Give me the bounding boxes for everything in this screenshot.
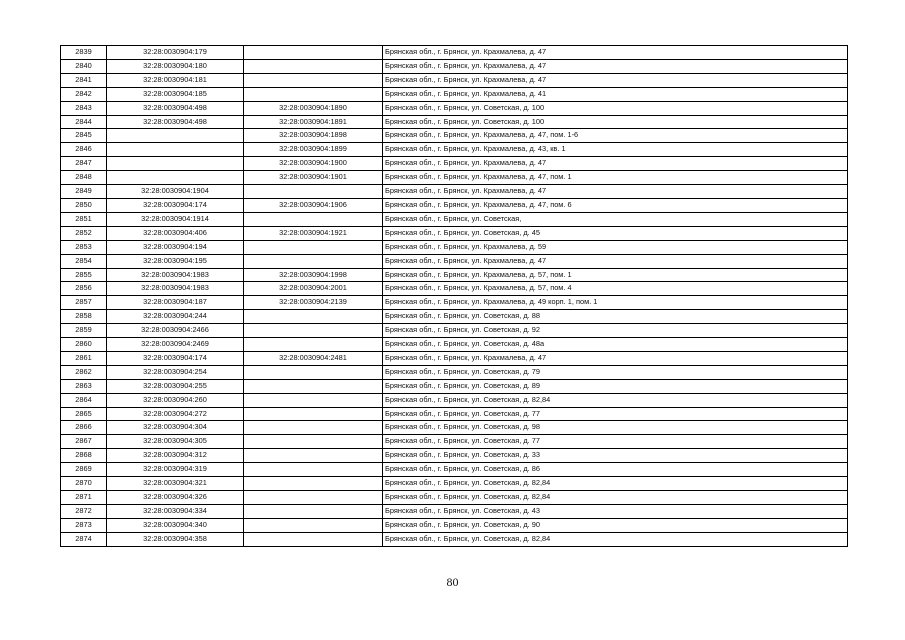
table-row	[61, 449, 848, 463]
row-number-cell: 2868	[61, 449, 107, 463]
row-number-cell: 2870	[61, 477, 107, 491]
address-cell: Брянская обл., г. Брянск, ул. Советская, д. 82,84	[383, 393, 848, 407]
address-cell: Брянская обл., г. Брянск, ул. Крахмалева, д. 47, пом. 1	[383, 171, 848, 185]
cadastral-number-cell: 32:28:0030904:255	[107, 379, 244, 393]
building-cadastral-number-cell	[244, 379, 383, 393]
building-cadastral-number-cell	[244, 185, 383, 199]
cadastral-number-cell	[107, 143, 244, 157]
table-row	[61, 379, 848, 393]
address-cell: Брянская обл., г. Брянск, ул. Крахмалева, д. 59	[383, 240, 848, 254]
building-cadastral-number-cell	[244, 463, 383, 477]
table-row	[61, 157, 848, 171]
address-cell: Брянская обл., г. Брянск, ул. Советская, д. 77	[383, 435, 848, 449]
building-cadastral-number-cell	[244, 212, 383, 226]
cadastral-number-cell	[107, 157, 244, 171]
cadastral-number-cell	[107, 129, 244, 143]
building-cadastral-number-cell: 32:28:0030904:2139	[244, 296, 383, 310]
address-cell: Брянская обл., г. Брянск, ул. Советская, д. 92	[383, 324, 848, 338]
table-row	[61, 421, 848, 435]
table-row	[61, 407, 848, 421]
row-number-cell: 2867	[61, 435, 107, 449]
building-cadastral-number-cell	[244, 491, 383, 505]
cadastral-number-cell: 32:28:0030904:312	[107, 449, 244, 463]
row-number-cell: 2847	[61, 157, 107, 171]
row-number-cell: 2845	[61, 129, 107, 143]
building-cadastral-number-cell	[244, 324, 383, 338]
cadastral-number-cell: 32:28:0030904:195	[107, 254, 244, 268]
address-cell: Брянская обл., г. Брянск, ул. Крахмалева, д. 47	[383, 254, 848, 268]
table-row	[61, 101, 848, 115]
address-cell: Брянская обл., г. Брянск, ул. Советская, д. 89	[383, 379, 848, 393]
table-row	[61, 365, 848, 379]
cadastral-number-cell: 32:28:0030904:406	[107, 226, 244, 240]
cadastral-number-cell: 32:28:0030904:305	[107, 435, 244, 449]
table-body	[61, 46, 848, 547]
building-cadastral-number-cell: 32:28:0030904:1998	[244, 268, 383, 282]
cadastral-number-cell: 32:28:0030904:185	[107, 87, 244, 101]
address-cell: Брянская обл., г. Брянск, ул. Советская, д. 98	[383, 421, 848, 435]
table-row	[61, 226, 848, 240]
building-cadastral-number-cell	[244, 477, 383, 491]
building-cadastral-number-cell	[244, 87, 383, 101]
row-number-cell: 2858	[61, 310, 107, 324]
table-row	[61, 351, 848, 365]
table-row	[61, 185, 848, 199]
cadastral-number-cell: 32:28:0030904:244	[107, 310, 244, 324]
building-cadastral-number-cell: 32:28:0030904:1898	[244, 129, 383, 143]
table-row	[61, 240, 848, 254]
cadastral-number-cell: 32:28:0030904:180	[107, 59, 244, 73]
building-cadastral-number-cell	[244, 338, 383, 352]
building-cadastral-number-cell	[244, 59, 383, 73]
building-cadastral-number-cell	[244, 449, 383, 463]
cadastral-number-cell: 32:28:0030904:254	[107, 365, 244, 379]
row-number-cell: 2841	[61, 73, 107, 87]
row-number-cell: 2863	[61, 379, 107, 393]
building-cadastral-number-cell	[244, 435, 383, 449]
table-row	[61, 296, 848, 310]
table-row	[61, 463, 848, 477]
table-row	[61, 435, 848, 449]
row-number-cell: 2869	[61, 463, 107, 477]
table-row	[61, 198, 848, 212]
building-cadastral-number-cell	[244, 254, 383, 268]
table-row	[61, 477, 848, 491]
address-cell: Брянская обл., г. Брянск, ул. Советская, д. 82,84	[383, 477, 848, 491]
address-cell: Брянская обл., г. Брянск, ул. Крахмалева, д. 47, пом. 6	[383, 198, 848, 212]
address-cell: Брянская обл., г. Брянск, ул. Крахмалева, д. 47	[383, 185, 848, 199]
table-row	[61, 59, 848, 73]
row-number-cell: 2857	[61, 296, 107, 310]
row-number-cell: 2855	[61, 268, 107, 282]
table-row	[61, 268, 848, 282]
building-cadastral-number-cell	[244, 518, 383, 532]
building-cadastral-number-cell: 32:28:0030904:2001	[244, 282, 383, 296]
cadastral-number-cell: 32:28:0030904:179	[107, 46, 244, 60]
building-cadastral-number-cell: 32:28:0030904:1900	[244, 157, 383, 171]
address-cell: Брянская обл., г. Брянск, ул. Крахмалева, д. 47	[383, 351, 848, 365]
building-cadastral-number-cell: 32:28:0030904:1891	[244, 115, 383, 129]
row-number-cell: 2851	[61, 212, 107, 226]
row-number-cell: 2840	[61, 59, 107, 73]
building-cadastral-number-cell: 32:28:0030904:1899	[244, 143, 383, 157]
address-cell: Брянская обл., г. Брянск, ул. Советская, д. 77	[383, 407, 848, 421]
building-cadastral-number-cell	[244, 365, 383, 379]
row-number-cell: 2846	[61, 143, 107, 157]
building-cadastral-number-cell	[244, 73, 383, 87]
cadastral-number-cell: 32:28:0030904:498	[107, 115, 244, 129]
address-cell: Брянская обл., г. Брянск, ул. Крахмалева, д. 57, пом. 1	[383, 268, 848, 282]
row-number-cell: 2865	[61, 407, 107, 421]
row-number-cell: 2873	[61, 518, 107, 532]
table-row	[61, 324, 848, 338]
address-cell: Брянская обл., г. Брянск, ул. Крахмалева, д. 47	[383, 157, 848, 171]
building-cadastral-number-cell: 32:28:0030904:1901	[244, 171, 383, 185]
address-cell: Брянская обл., г. Брянск, ул. Советская,	[383, 212, 848, 226]
address-cell: Брянская обл., г. Брянск, ул. Советская, д. 33	[383, 449, 848, 463]
row-number-cell: 2874	[61, 532, 107, 546]
table-row	[61, 129, 848, 143]
table-row	[61, 504, 848, 518]
cadastral-number-cell: 32:28:0030904:340	[107, 518, 244, 532]
page-number: 80	[446, 575, 459, 589]
cadastral-number-cell: 32:28:0030904:2466	[107, 324, 244, 338]
cadastral-number-cell: 32:28:0030904:498	[107, 101, 244, 115]
address-cell: Брянская обл., г. Брянск, ул. Советская, д. 90	[383, 518, 848, 532]
address-cell: Брянская обл., г. Брянск, ул. Крахмалева, д. 47	[383, 73, 848, 87]
row-number-cell: 2860	[61, 338, 107, 352]
table-row	[61, 254, 848, 268]
cadastral-number-cell	[107, 171, 244, 185]
row-number-cell: 2861	[61, 351, 107, 365]
row-number-cell: 2859	[61, 324, 107, 338]
row-number-cell: 2872	[61, 504, 107, 518]
building-cadastral-number-cell	[244, 393, 383, 407]
address-cell: Брянская обл., г. Брянск, ул. Советская, д. 48а	[383, 338, 848, 352]
cadastral-number-cell: 32:28:0030904:272	[107, 407, 244, 421]
row-number-cell: 2854	[61, 254, 107, 268]
address-cell: Брянская обл., г. Брянск, ул. Крахмалева, д. 47	[383, 59, 848, 73]
building-cadastral-number-cell	[244, 310, 383, 324]
building-cadastral-number-cell: 32:28:0030904:1890	[244, 101, 383, 115]
row-number-cell: 2862	[61, 365, 107, 379]
address-cell: Брянская обл., г. Брянск, ул. Советская, д. 45	[383, 226, 848, 240]
cadastral-number-cell: 32:28:0030904:334	[107, 504, 244, 518]
cadastral-number-cell: 32:28:0030904:181	[107, 73, 244, 87]
building-cadastral-number-cell: 32:28:0030904:2481	[244, 351, 383, 365]
address-cell: Брянская обл., г. Брянск, ул. Крахмалева, д. 49 корп. 1, пом. 1	[383, 296, 848, 310]
row-number-cell: 2850	[61, 198, 107, 212]
building-cadastral-number-cell	[244, 532, 383, 546]
building-cadastral-number-cell	[244, 240, 383, 254]
row-number-cell: 2864	[61, 393, 107, 407]
cadastral-number-cell: 32:28:0030904:174	[107, 198, 244, 212]
building-cadastral-number-cell	[244, 421, 383, 435]
cadastral-number-cell: 32:28:0030904:1983	[107, 268, 244, 282]
row-number-cell: 2844	[61, 115, 107, 129]
table-row	[61, 338, 848, 352]
row-number-cell: 2852	[61, 226, 107, 240]
row-number-cell: 2842	[61, 87, 107, 101]
address-cell: Брянская обл., г. Брянск, ул. Советская, д. 79	[383, 365, 848, 379]
address-cell: Брянская обл., г. Брянск, ул. Советская, д. 82,84	[383, 491, 848, 505]
table-row	[61, 518, 848, 532]
address-cell: Брянская обл., г. Брянск, ул. Советская, д. 100	[383, 115, 848, 129]
address-cell: Брянская обл., г. Брянск, ул. Крахмалева, д. 43, кв. 1	[383, 143, 848, 157]
table-row	[61, 491, 848, 505]
address-cell: Брянская обл., г. Брянск, ул. Советская, д. 82,84	[383, 532, 848, 546]
building-cadastral-number-cell: 32:28:0030904:1921	[244, 226, 383, 240]
table-row	[61, 46, 848, 60]
address-cell: Брянская обл., г. Брянск, ул. Крахмалева, д. 47, пом. 1-6	[383, 129, 848, 143]
building-cadastral-number-cell	[244, 504, 383, 518]
row-number-cell: 2853	[61, 240, 107, 254]
table-row	[61, 115, 848, 129]
cadastral-number-cell: 32:28:0030904:174	[107, 351, 244, 365]
table-row	[61, 282, 848, 296]
property-register-table	[60, 45, 848, 547]
table-row	[61, 87, 848, 101]
building-cadastral-number-cell	[244, 407, 383, 421]
table-row	[61, 143, 848, 157]
address-cell: Брянская обл., г. Брянск, ул. Советская, д. 43	[383, 504, 848, 518]
cadastral-number-cell: 32:28:0030904:321	[107, 477, 244, 491]
table-row	[61, 532, 848, 546]
cadastral-number-cell: 32:28:0030904:1983	[107, 282, 244, 296]
cadastral-number-cell: 32:28:0030904:358	[107, 532, 244, 546]
cadastral-number-cell: 32:28:0030904:1914	[107, 212, 244, 226]
row-number-cell: 2856	[61, 282, 107, 296]
cadastral-number-cell: 32:28:0030904:2469	[107, 338, 244, 352]
address-cell: Брянская обл., г. Брянск, ул. Крахмалева, д. 47	[383, 46, 848, 60]
address-cell: Брянская обл., г. Брянск, ул. Крахмалева, д. 57, пом. 4	[383, 282, 848, 296]
cadastral-number-cell: 32:28:0030904:319	[107, 463, 244, 477]
row-number-cell: 2849	[61, 185, 107, 199]
row-number-cell: 2848	[61, 171, 107, 185]
cadastral-number-cell: 32:28:0030904:304	[107, 421, 244, 435]
cadastral-number-cell: 32:28:0030904:1904	[107, 185, 244, 199]
row-number-cell: 2871	[61, 491, 107, 505]
building-cadastral-number-cell	[244, 46, 383, 60]
address-cell: Брянская обл., г. Брянск, ул. Советская, д. 86	[383, 463, 848, 477]
address-cell: Брянская обл., г. Брянск, ул. Советская, д. 100	[383, 101, 848, 115]
table-row	[61, 310, 848, 324]
table-row	[61, 393, 848, 407]
cadastral-number-cell: 32:28:0030904:260	[107, 393, 244, 407]
address-cell: Брянская обл., г. Брянск, ул. Крахмалева, д. 41	[383, 87, 848, 101]
cadastral-number-cell: 32:28:0030904:187	[107, 296, 244, 310]
table-row	[61, 212, 848, 226]
address-cell: Брянская обл., г. Брянск, ул. Советская, д. 88	[383, 310, 848, 324]
table-row	[61, 73, 848, 87]
row-number-cell: 2866	[61, 421, 107, 435]
row-number-cell: 2839	[61, 46, 107, 60]
building-cadastral-number-cell: 32:28:0030904:1906	[244, 198, 383, 212]
row-number-cell: 2843	[61, 101, 107, 115]
cadastral-number-cell: 32:28:0030904:194	[107, 240, 244, 254]
table-row	[61, 171, 848, 185]
cadastral-number-cell: 32:28:0030904:326	[107, 491, 244, 505]
